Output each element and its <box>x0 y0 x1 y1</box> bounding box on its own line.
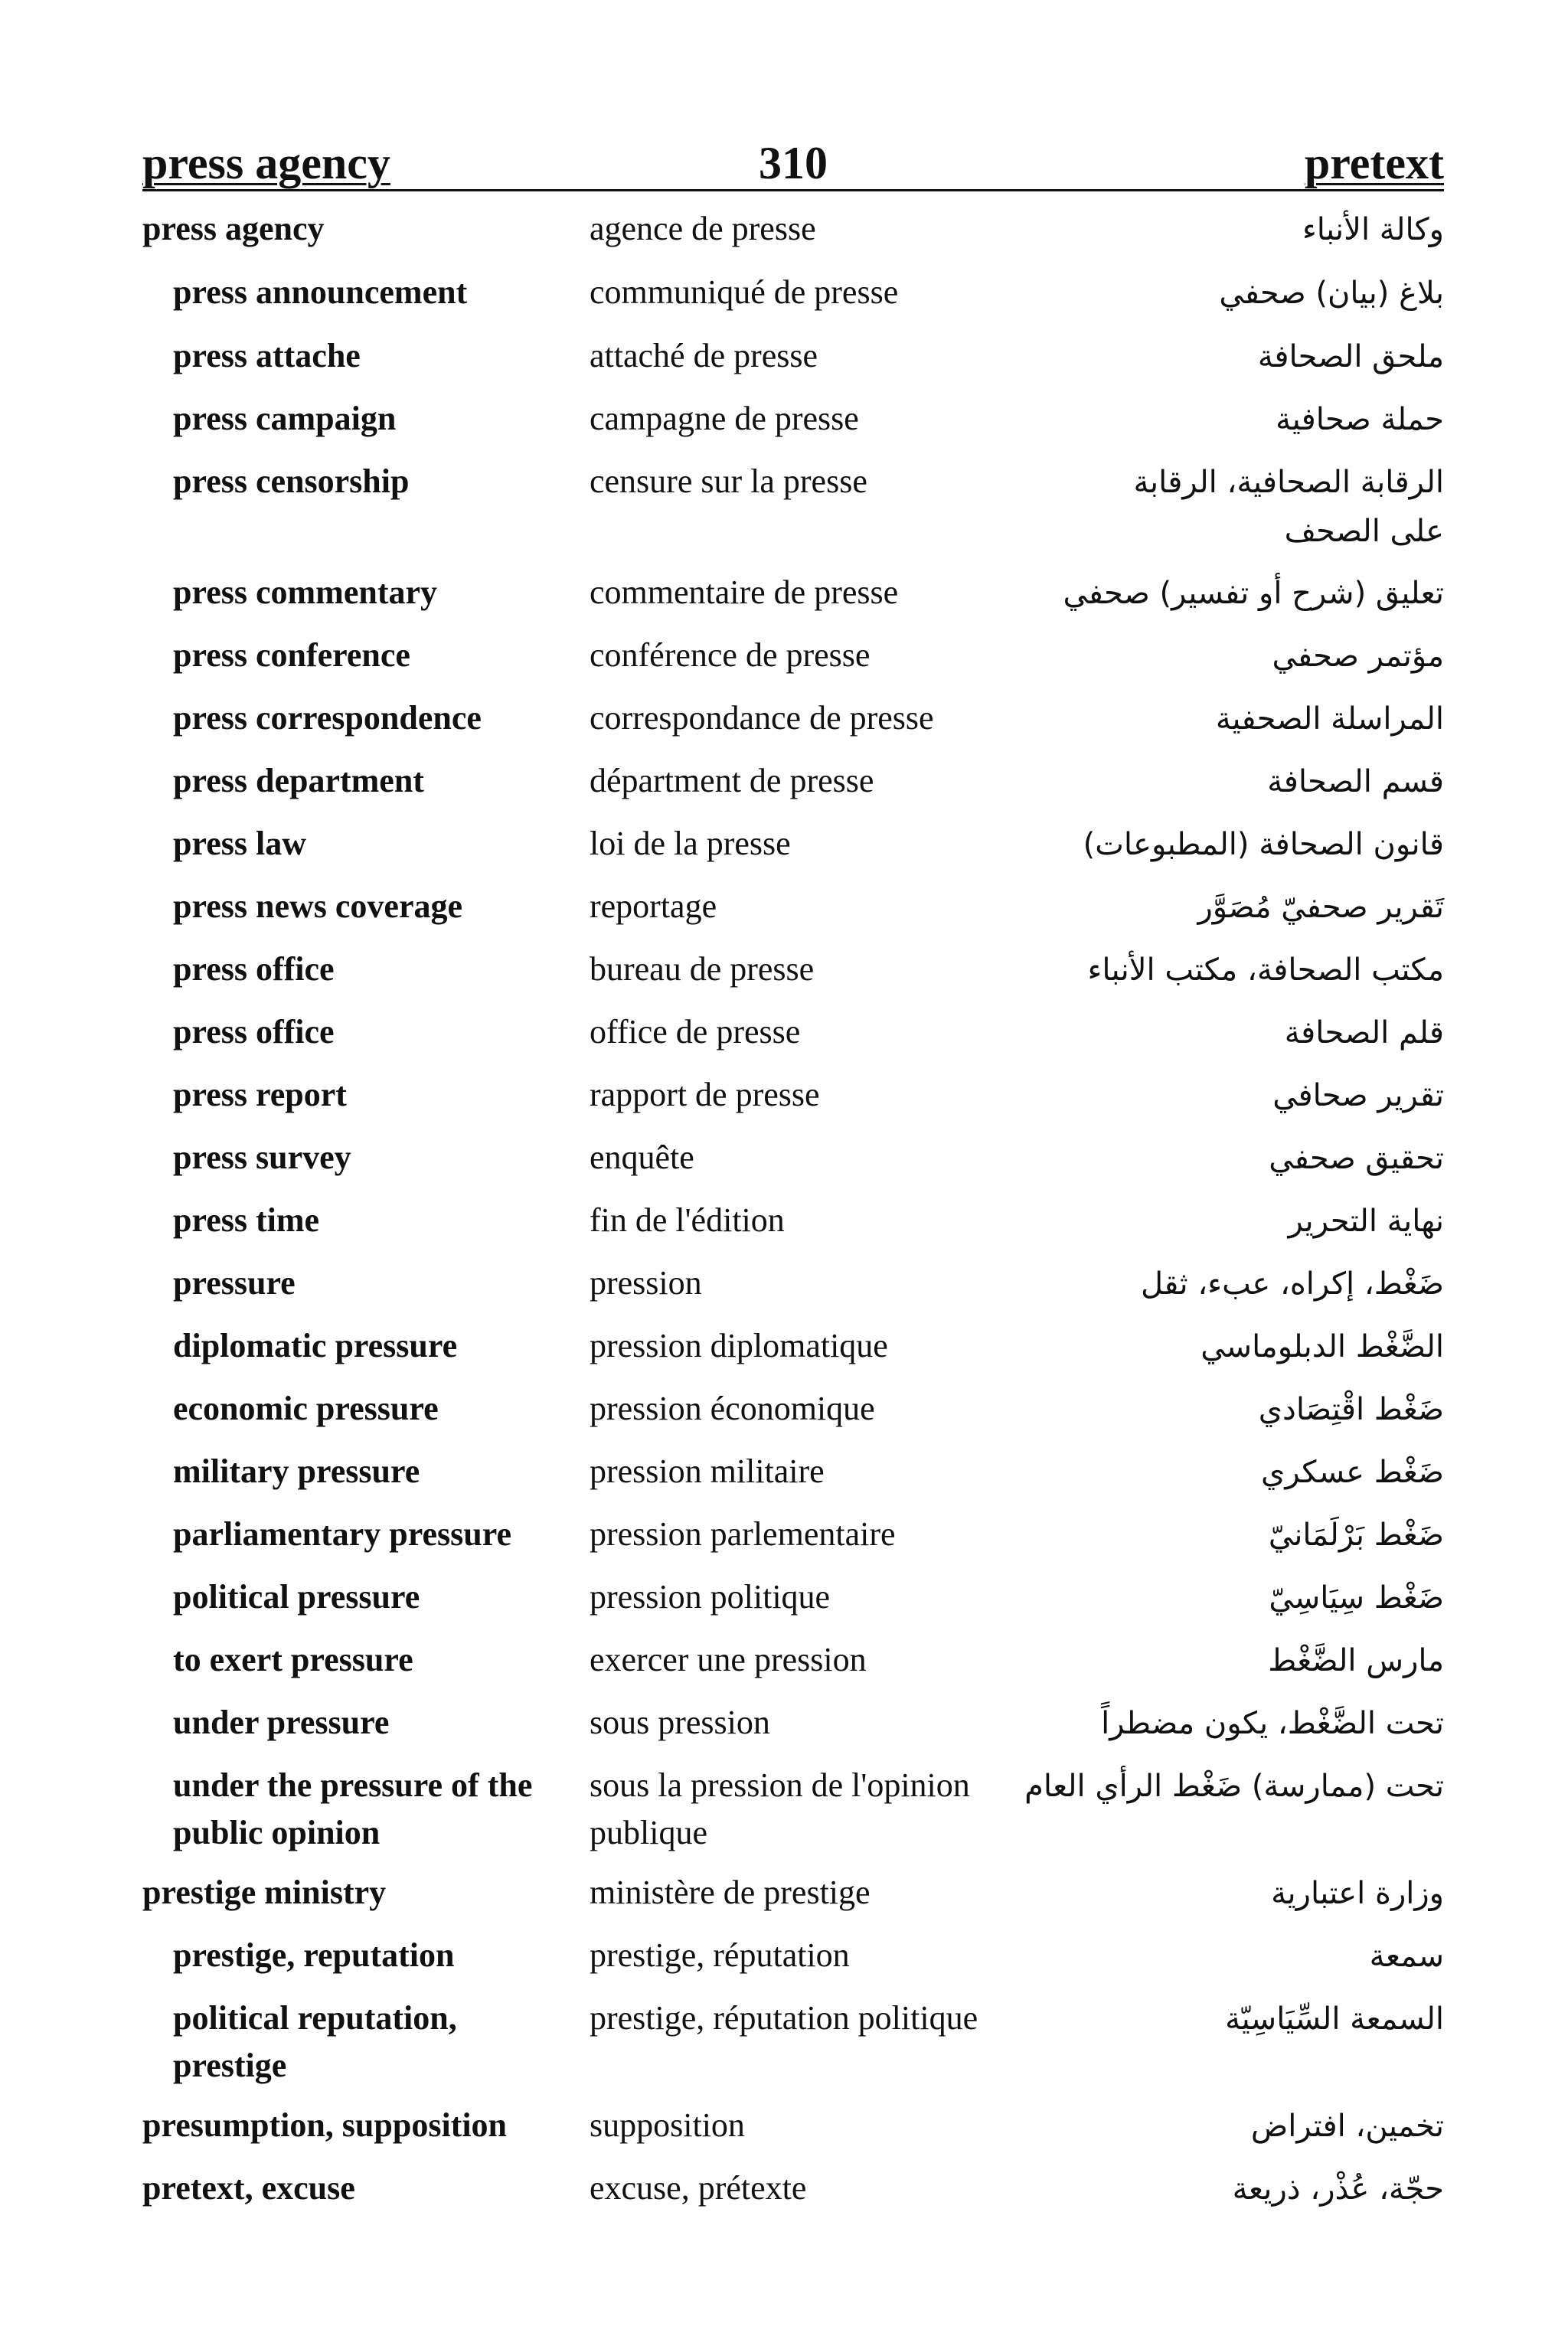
arabic-term: تحت الضَّغْط، يكون مضطراً <box>1101 1706 1444 1741</box>
french-term: pression <box>590 1264 702 1302</box>
english-term: pretext, excuse <box>142 2169 355 2207</box>
arabic-term: ضَغْط اقْتِصَادي <box>1258 1392 1444 1427</box>
french-term: pression militaire <box>590 1452 825 1490</box>
french-term: agence de presse <box>590 210 816 247</box>
french-term: enquête <box>590 1139 694 1176</box>
arabic-term: سمعة <box>1369 1939 1444 1974</box>
english-term: press censorship <box>173 462 410 500</box>
english-term: under the pressure of the public opinion <box>173 1766 533 1851</box>
french-term: ministère de prestige <box>590 1874 871 1911</box>
arabic-term: تحت (ممارسة) ضَغْط الرأي العام <box>1024 1769 1444 1804</box>
english-term: press department <box>173 762 424 799</box>
page-number: 310 <box>759 138 828 188</box>
french-term: pression économique <box>590 1390 875 1427</box>
french-term: sous pression <box>590 1704 770 1741</box>
arabic-term: ضَغْط، إكراه، عبء، ثقل <box>1140 1266 1444 1302</box>
arabic-term: حجّة، عُذْر، ذريعة <box>1232 2171 1444 2207</box>
french-term: fin de l'édition <box>590 1201 785 1239</box>
arabic-term: حملة صحافية <box>1276 402 1444 437</box>
english-term: political reputation, prestige <box>173 1999 457 2084</box>
english-term: press campaign <box>173 400 397 437</box>
arabic-term: تعليق (شرح أو تفسير) صحفي <box>1063 576 1444 611</box>
french-term: loi de la presse <box>590 825 791 862</box>
french-term: censure sur la presse <box>590 462 867 500</box>
english-term: press conference <box>173 636 410 674</box>
english-term: presumption, supposition <box>142 2106 508 2144</box>
english-term: prestige ministry <box>142 1874 387 1911</box>
french-term: communiqué de presse <box>590 273 899 311</box>
french-term: pression politique <box>590 1578 831 1616</box>
arabic-term: تخمين، افتراض <box>1250 2109 1444 2144</box>
french-term: pression parlementaire <box>590 1515 896 1553</box>
english-term: press correspondence <box>173 699 482 737</box>
arabic-term: قسم الصحافة <box>1267 764 1444 799</box>
french-term: campagne de presse <box>590 400 859 437</box>
french-term: exercer une pression <box>590 1641 867 1678</box>
arabic-term: مارس الضَّغْط <box>1268 1643 1444 1678</box>
english-term: political pressure <box>173 1578 420 1616</box>
english-term: press time <box>173 1201 320 1239</box>
arabic-term: تحقيق صحفي <box>1269 1141 1444 1176</box>
arabic-term: مكتب الصحافة، مكتب الأنباء <box>1087 952 1444 988</box>
french-term: correspondance de presse <box>590 699 934 737</box>
arabic-term: السمعة السِّيَاسِيّة <box>1225 2001 1444 2037</box>
arabic-term: ملحق الصحافة <box>1257 339 1444 374</box>
french-term: attaché de presse <box>590 337 818 374</box>
english-term: prestige, reputation <box>173 1936 455 1974</box>
english-term: press commentary <box>173 573 437 611</box>
english-term: press survey <box>173 1139 351 1176</box>
arabic-term: المراسلة الصحفية <box>1215 701 1444 737</box>
french-term: bureau de presse <box>590 950 815 988</box>
french-term: sous la pression de l'opinion publique <box>590 1766 970 1851</box>
arabic-term: وزارة اعتبارية <box>1271 1876 1444 1911</box>
english-term: press agency <box>142 210 325 247</box>
arabic-term: قلم الصحافة <box>1284 1015 1444 1051</box>
arabic-term: الضَّغْط الدبلوماسي <box>1200 1329 1444 1364</box>
english-term: economic pressure <box>173 1390 439 1427</box>
arabic-term: تقرير صحافي <box>1272 1078 1444 1113</box>
french-term: commentaire de presse <box>590 573 899 611</box>
french-term: office de presse <box>590 1013 801 1051</box>
arabic-term: نهاية التحرير <box>1288 1204 1444 1239</box>
right-guide-word: pretext <box>1304 138 1444 188</box>
arabic-term: ضَغْط سِيَاسِيّ <box>1269 1580 1444 1616</box>
english-term: press report <box>173 1076 347 1113</box>
arabic-term: قانون الصحافة (المطبوعات) <box>1083 827 1444 862</box>
french-term: rapport de presse <box>590 1076 820 1113</box>
arabic-term: مؤتمر صحفي <box>1272 639 1444 674</box>
french-term: supposition <box>590 2106 745 2144</box>
english-term: press law <box>173 825 306 862</box>
english-term: to exert pressure <box>173 1641 413 1678</box>
french-term: prestige, réputation politique <box>590 1999 978 2037</box>
english-term: press office <box>173 1013 335 1051</box>
french-term: prestige, réputation <box>590 1936 850 1974</box>
arabic-term: ضَغْط بَرْلَمَانيّ <box>1268 1518 1444 1553</box>
english-term: parliamentary pressure <box>173 1515 511 1553</box>
french-term: pression diplomatique <box>590 1327 888 1364</box>
french-term: conférence de presse <box>590 636 871 674</box>
french-term: excuse, prétexte <box>590 2169 807 2207</box>
english-term: press announcement <box>173 273 468 311</box>
english-term: diplomatic pressure <box>173 1327 458 1364</box>
left-guide-word: press agency <box>142 138 390 188</box>
english-term: military pressure <box>173 1452 420 1490</box>
arabic-term: الرقابة الصحافية، الرقابة على الصحف <box>1133 465 1444 549</box>
english-term: press attache <box>173 337 361 374</box>
english-term: under pressure <box>173 1704 390 1741</box>
french-term: départment de presse <box>590 762 874 799</box>
english-term: press news coverage <box>173 887 462 925</box>
arabic-term: ضَغْط عسكري <box>1261 1455 1444 1490</box>
french-term: reportage <box>590 887 717 925</box>
english-term: pressure <box>173 1264 296 1302</box>
arabic-term: بلاغ (بيان) صحفي <box>1219 276 1444 311</box>
arabic-term: وكالة الأنباء <box>1302 212 1444 247</box>
arabic-term: تَقرير صحفيّ مُصَوَّر <box>1197 890 1444 925</box>
english-term: press office <box>173 950 335 988</box>
